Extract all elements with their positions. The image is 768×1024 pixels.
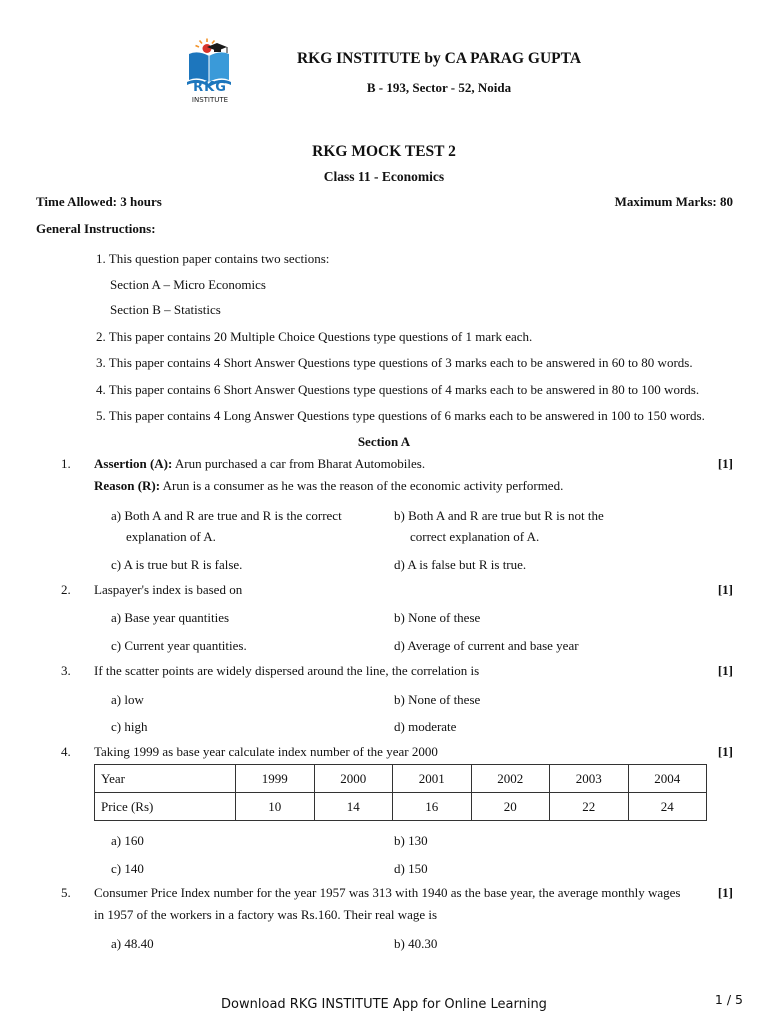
question-marks: [1] [717,663,733,678]
option-b[interactable]: b) 40.30 [394,936,438,951]
instruction-item: Section A – Micro Economics [110,277,266,292]
test-title: RKG MOCK TEST 2 [312,143,456,160]
question-text: Laspayer's index is based on [94,582,243,597]
option-a-continued[interactable]: explanation of A. [126,529,216,544]
institute-address: B - 193, Sector - 52, Noida [366,80,512,95]
question-text: Consumer Price Index number for the year 1957 was 313 with 1940 as the base year, the average monthly wages [94,885,681,900]
table-cell: 2001 [393,765,472,793]
table-cell: 2000 [314,765,393,793]
table-cell: Price (Rs) [95,793,236,821]
option-b-continued[interactable]: correct explanation of A. [410,529,540,544]
table-cell: 24 [628,793,707,821]
question-number: 3. [61,663,71,678]
option-d[interactable]: d) A is false but R is true. [394,557,527,572]
table-cell: 22 [550,793,629,821]
option-b[interactable]: b) Both A and R are true but R is not the [394,508,604,523]
max-marks: Maximum Marks: 80 [614,194,733,209]
table-cell: 10 [236,793,315,821]
option-c[interactable]: c) high [111,719,148,734]
table-row [95,765,707,793]
option-d[interactable]: d) Average of current and base year [394,638,579,653]
question-marks: [1] [717,582,733,597]
question-text: If the scatter points are widely dispersed around the line, the correlation is [94,663,480,678]
price-table [94,764,707,821]
question-number: 5. [61,885,71,900]
time-allowed: Time Allowed: 3 hours [36,194,162,209]
option-a[interactable]: a) 160 [111,833,144,848]
option-a[interactable]: a) Base year quantities [111,610,230,625]
table-cell: 14 [314,793,393,821]
table-cell: 2002 [471,765,550,793]
instruction-item: 5. This paper contains 4 Long Answer Questions type questions of 6 marks each to be answered in 100 to 150 words. [96,408,705,423]
option-b[interactable]: b) None of these [394,610,481,625]
table-cell: 20 [471,793,550,821]
assertion-label: Assertion (A): [94,456,173,471]
question-number: 4. [61,744,71,759]
instruction-item: 3. This paper contains 4 Short Answer Questions type questions of 3 marks each to be answered in 60 to 80 words. [96,355,693,370]
reason-text: Arun is a consumer as he was the reason of the economic activity performed. [162,478,564,493]
question-text-continued: in 1957 of the workers in a factory was Rs.160. Their real wage is [94,907,438,922]
instruction-item: 2. This paper contains 20 Multiple Choice Questions type questions of 1 mark each. [96,329,533,344]
table-cell: 16 [393,793,472,821]
reason-label: Reason (R): [94,478,161,493]
option-b[interactable]: b) 130 [394,833,428,848]
test-subtitle: Class 11 - Economics [323,169,445,184]
instruction-item: 4. This paper contains 6 Short Answer Questions type questions of 4 marks each to be answered in 80 to 100 words. [96,382,700,397]
question-marks: [1] [717,744,733,759]
option-b[interactable]: b) None of these [394,692,481,707]
question-number: 1. [61,456,71,471]
option-c[interactable]: c) Current year quantities. [111,638,247,653]
logo-subtext: INSTITUTE [191,96,229,104]
table-cell: 1999 [236,765,315,793]
table-cell: Year [95,765,236,793]
question-marks: [1] [717,885,733,900]
instruction-item: Section B – Statistics [110,302,221,317]
table-cell: 2004 [628,765,707,793]
question-marks: [1] [717,456,733,471]
section-heading: Section A [357,434,411,449]
question-text: Taking 1999 as base year calculate index number of the year 2000 [94,744,438,759]
option-c[interactable]: c) A is true but R is false. [111,557,243,572]
institute-name: RKG INSTITUTE by CA PARAG GUPTA [296,50,582,67]
logo-text: RKG [193,80,227,95]
assertion-line [94,456,425,472]
table-row [95,793,707,821]
instruction-item: 1. This question paper contains two sections: [96,251,330,266]
option-a[interactable]: a) 48.40 [111,936,154,951]
instructions-heading: General Instructions: [36,221,156,236]
option-c[interactable]: c) 140 [111,861,144,876]
table-cell: 2003 [550,765,629,793]
option-d[interactable]: d) moderate [394,719,457,734]
option-a[interactable]: a) low [111,692,144,707]
question-number: 2. [61,582,71,597]
reason-line [94,478,563,494]
option-a[interactable]: a) Both A and R are true and R is the correct [111,508,342,523]
assertion-text: Arun purchased a car from Bharat Automobiles. [174,456,426,471]
option-d[interactable]: d) 150 [394,861,428,876]
page-number: 1 / 5 [714,992,743,1007]
footer-promo: Download RKG INSTITUTE App for Online Learning [221,997,547,1012]
